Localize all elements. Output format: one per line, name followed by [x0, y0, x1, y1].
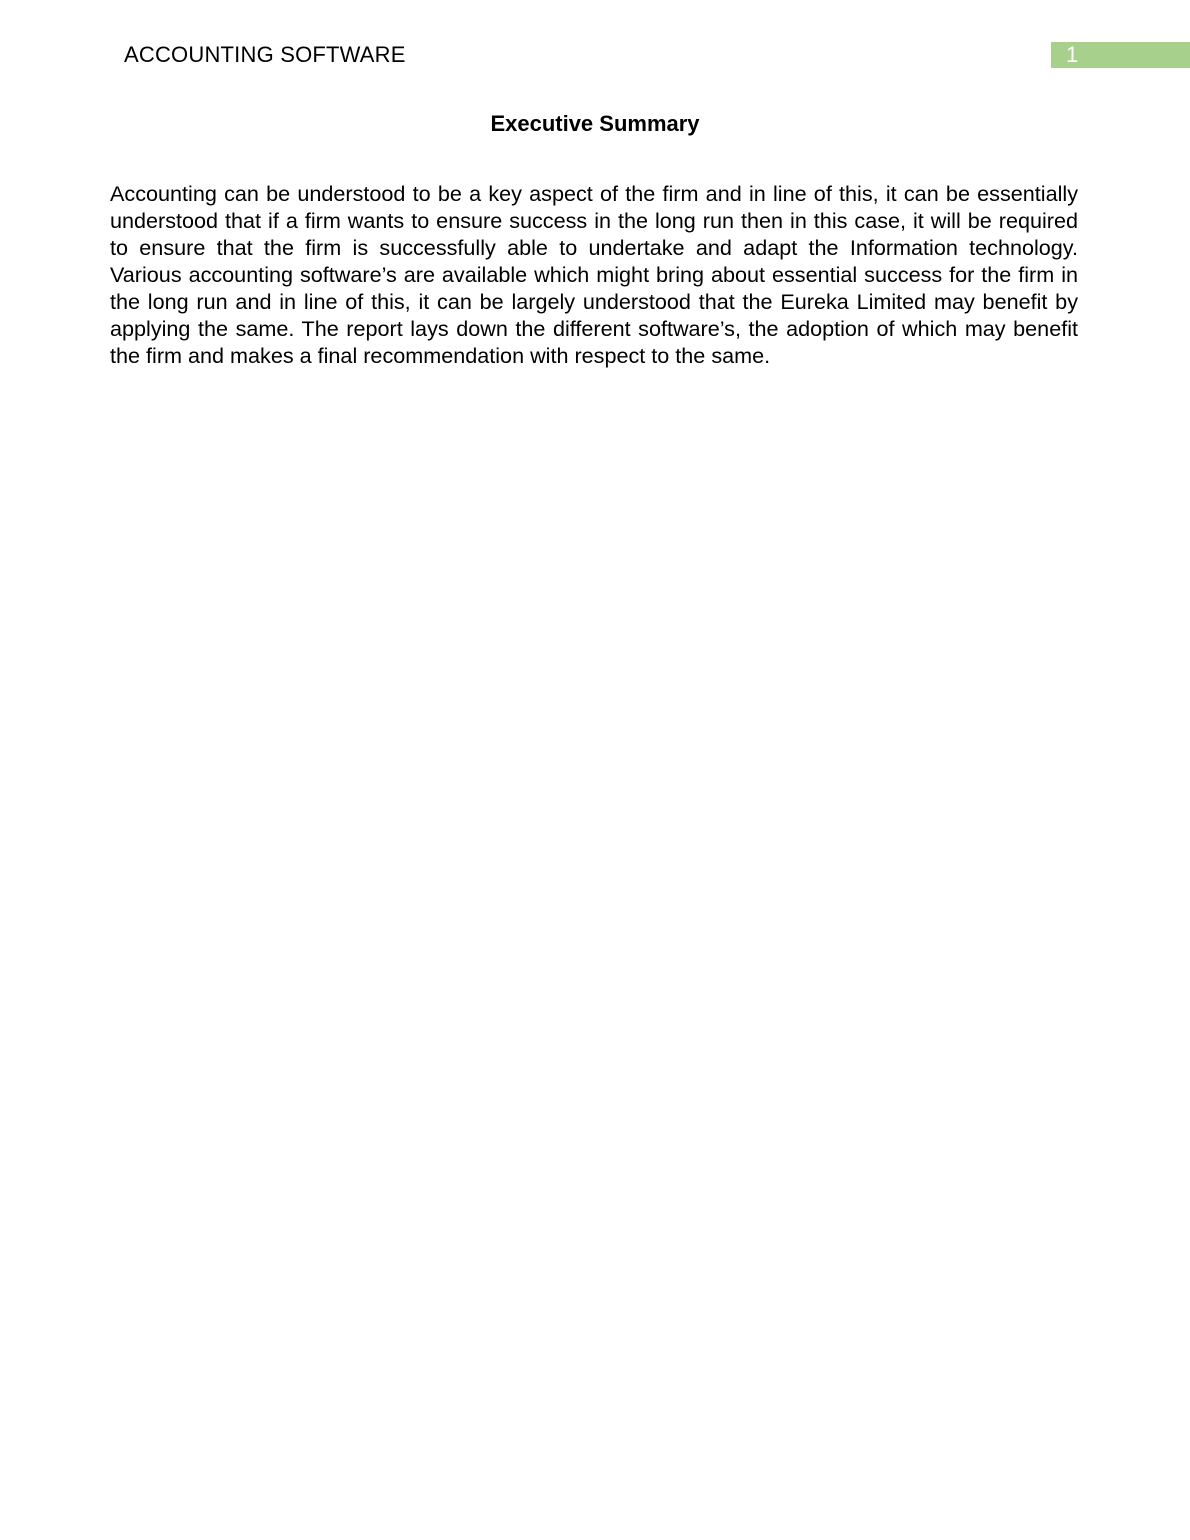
- section-title: Executive Summary: [490, 111, 700, 136]
- running-header-title: ACCOUNTING SOFTWARE: [124, 42, 406, 67]
- executive-summary-paragraph: Accounting can be understood to be a key aspect of the firm and in line of this, it can be essentially understood that if a firm wants to ensure success in the long run then in this case, it will be required to ensure that the firm is successfully able to undertake and adapt the Information technology. Various accounting software’s are available which might bring about essential success for the firm in the long run and in line of this, it can be largely understood that the Eureka Limited may benefit by applying the same. The report lays down the different software’s, the adoption of which may benefit the firm and makes a final recommendation with respect to the same.: [110, 181, 1078, 368]
- page-number: 1: [1066, 42, 1079, 67]
- page-number-badge: [1051, 42, 1190, 68]
